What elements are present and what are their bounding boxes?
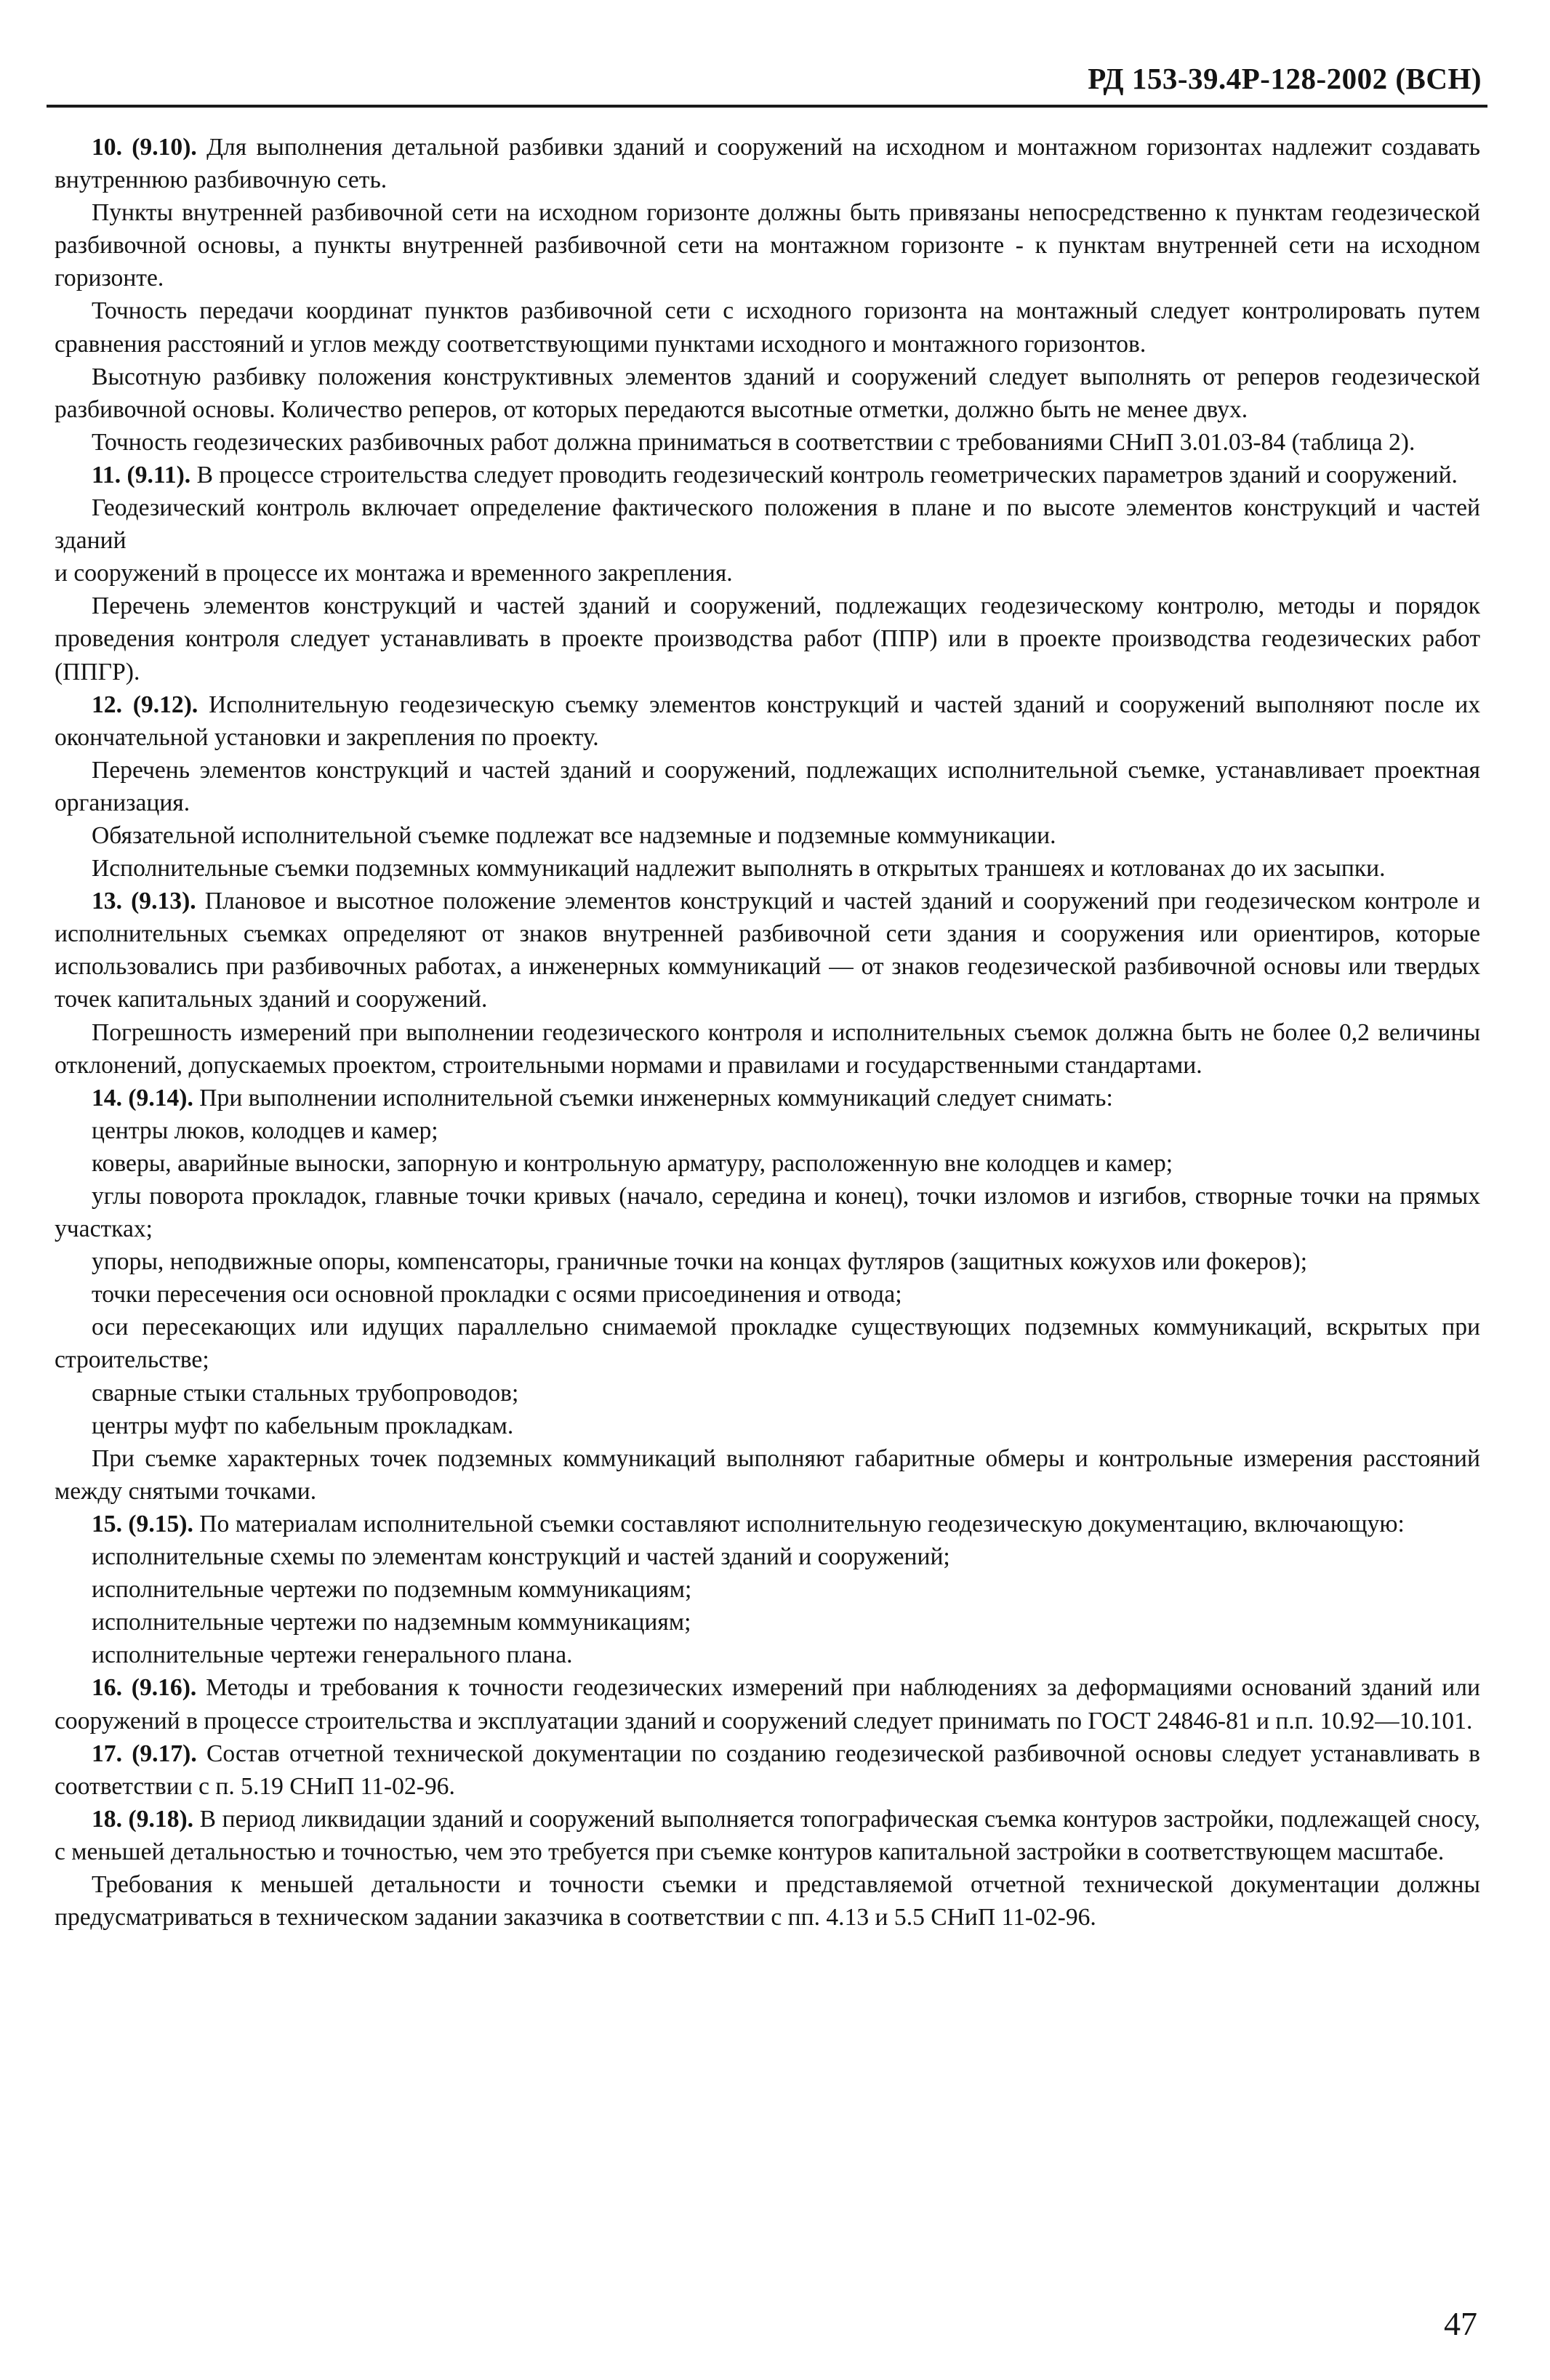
- paragraph: [55, 1245, 1480, 1278]
- paragraph-text: По материалам исполнительной съемки составляют исполнительную геодезическую документацию, включающую:: [193, 1510, 1405, 1537]
- paragraph: [55, 819, 1480, 852]
- numbered-clause: [55, 1082, 1480, 1114]
- page-header: [47, 58, 1487, 108]
- paragraph-text: исполнительные чертежи по подземным коммуникациям;: [92, 1576, 692, 1604]
- paragraph: [55, 196, 1480, 294]
- paragraph-text: В процессе строительства следует проводить геодезический контроль геометрических параметров зданий и сооружений.: [190, 461, 1458, 489]
- paragraph: [55, 1377, 1480, 1410]
- numbered-clause: [55, 131, 1480, 196]
- clause-number: 17. (9.17).: [92, 1740, 197, 1767]
- paragraph-text: и сооружений в процессе их монтажа и временного закрепления.: [55, 560, 733, 587]
- paragraph-text: сварные стыки стальных трубопроводов;: [92, 1379, 519, 1407]
- paragraph-text: Геодезический контроль включает определение фактического положения в плане и по высоте элементов конструкций и частей зданий: [55, 494, 1480, 555]
- paragraph-text: Исполнительную геодезическую съемку элементов конструкций и частей зданий и сооружений выполняют после их окончательной установки и закрепления по проекту.: [55, 691, 1481, 751]
- paragraph: [55, 491, 1480, 557]
- paragraph: [55, 1606, 1480, 1639]
- paragraph: [55, 852, 1480, 885]
- numbered-clause: [55, 1508, 1480, 1540]
- paragraph-text: исполнительные схемы по элементам конструкций и частей зданий и сооружений;: [92, 1543, 950, 1571]
- clause-number: 16. (9.16).: [92, 1674, 197, 1702]
- paragraph-text: Точность передачи координат пунктов разбивочной сети с исходного горизонта на монтажный следует контролировать путем сравнения расстояний и углов между соответствующими пунктами исходного и монтажного горизонтов.: [55, 297, 1480, 358]
- paragraph: [55, 1442, 1480, 1508]
- paragraph-text: углы поворота прокладок, главные точки кривых (начало, середина и конец), точки изломов и изгибов, створные точки на прямых участках;: [55, 1183, 1480, 1243]
- paragraph: [55, 1147, 1480, 1180]
- paragraph: [55, 426, 1480, 459]
- paragraph-text: Методы и требования к точности геодезических измерений при наблюдениях за деформациями оснований зданий или сооружений в процессе строительства и эксплуатации зданий и сооружений следует принимать по ГОСТ 24846-81 и п.п. 10.92—10.101.: [55, 1674, 1480, 1734]
- paragraph-text: Состав отчетной технической документации по созданию геодезической разбивочной основы следует устанавливать в соответствии с п. 5.19 СНиП 11-02-96.: [55, 1740, 1480, 1800]
- paragraph-text: Перечень элементов конструкций и частей зданий и сооружений, подлежащих геодезическому контролю, методы и порядок проведения контроля следует устанавливать в проекте производства работ (ППР) или в проекте производства геодезических работ (ППГР).: [55, 592, 1480, 686]
- clause-number: 12. (9.12).: [92, 691, 198, 718]
- paragraph: [55, 1868, 1480, 1934]
- paragraph: [55, 754, 1480, 819]
- paragraph: [55, 294, 1480, 360]
- paragraph-text: При выполнении исполнительной съемки инженерных коммуникаций следует снимать:: [193, 1084, 1113, 1111]
- paragraph: [55, 1180, 1480, 1245]
- clause-number: 14. (9.14).: [92, 1084, 193, 1111]
- numbered-clause: [55, 459, 1480, 491]
- paragraph: [55, 590, 1480, 688]
- numbered-clause: [55, 1803, 1480, 1868]
- paragraph: [55, 1410, 1480, 1442]
- paragraph-text: коверы, аварийные выноски, запорную и контрольную арматуру, расположенную вне колодцев и камер;: [92, 1149, 1173, 1177]
- paragraph-text: Исполнительные съемки подземных коммуникаций надлежит выполнять в открытых траншеях и котлованах до их засыпки.: [92, 855, 1386, 883]
- paragraph-text: Перечень элементов конструкций и частей зданий и сооружений, подлежащих исполнительной съемке, устанавливает проектная организация.: [55, 756, 1480, 816]
- paragraph: [55, 1016, 1480, 1082]
- paragraph: [55, 361, 1480, 426]
- paragraph: [55, 1278, 1480, 1311]
- paragraph-text: исполнительные чертежи генерального плана.: [92, 1641, 573, 1669]
- clause-number: 18. (9.18).: [92, 1805, 194, 1833]
- paragraph-text: центры люков, колодцев и камер;: [92, 1117, 438, 1144]
- numbered-clause: [55, 1737, 1480, 1803]
- paragraph: [55, 557, 1480, 590]
- numbered-clause: [55, 688, 1480, 754]
- paragraph: [55, 1540, 1480, 1573]
- paragraph: [55, 1639, 1480, 1671]
- numbered-clause: [55, 1671, 1480, 1737]
- paragraph-text: Обязательной исполнительной съемке подлежат все надземные и подземные коммуникации.: [92, 821, 1056, 849]
- document-body: [55, 131, 1480, 1934]
- paragraph-text: Погрешность измерений при выполнении геодезического контроля и исполнительных съемок должна быть не более 0,2 величины отклонений, допускаемых проектом, строительными нормами и правилами и государственными стандартами.: [55, 1018, 1480, 1079]
- page-number: 47: [1444, 2305, 1477, 2342]
- paragraph-text: Пункты внутренней разбивочной сети на исходном горизонте должны быть привязаны непосредственно к пунктам геодезической разбивочной основы, а пункты внутренней разбивочной сети на монтажном горизонте - к пунктам внутренней сети на исходном горизонте.: [55, 199, 1480, 292]
- paragraph-text: Плановое и высотное положение элементов конструкций и частей зданий и сооружений при геодезическом контроле и исполнительных съемках определяют от знаков внутренней разбивочной сети здания и сооружения или ориентиров, которые использовались при разбивочных работах, а инженерных коммуникаций — от знаков геодезической разбивочной основы или твердых точек капитальных зданий и сооружений.: [55, 888, 1481, 1013]
- paragraph-text: Требования к меньшей детальности и точности съемки и представляемой отчетной технической документации должны предусматриваться в техническом задании заказчика в соответствии с пп. 4.13 и 5.5 СНиП 11-02-96.: [55, 1870, 1480, 1931]
- paragraph-text: исполнительные чертежи по надземным коммуникациям;: [92, 1609, 691, 1636]
- numbered-clause: [55, 885, 1480, 1016]
- clause-number: 10. (9.10).: [92, 134, 197, 161]
- paragraph-text: В период ликвидации зданий и сооружений выполняется топографическая съемка контуров застройки, подлежащей сносу, с меньшей детальностью и точностью, чем это требуется при съемке контуров капитальной застройки в соответствующем масштабе.: [55, 1805, 1480, 1865]
- clause-number: 13. (9.13).: [92, 888, 196, 915]
- clause-number: 15. (9.15).: [92, 1510, 193, 1537]
- document-code: РД 153-39.4Р-128-2002 (ВСН): [1088, 62, 1482, 95]
- paragraph-text: центры муфт по кабельным прокладкам.: [92, 1412, 514, 1439]
- paragraph-text: Высотную разбивку положения конструктивных элементов зданий и сооружений следует выполнять от реперов геодезической разбивочной основы. Количество реперов, от которых передаются высотные отметки, должно быть не менее двух.: [55, 363, 1480, 423]
- paragraph: [55, 1114, 1480, 1147]
- paragraph: [55, 1573, 1480, 1606]
- paragraph: [55, 1311, 1480, 1376]
- paragraph-text: упоры, неподвижные опоры, компенсаторы, граничные точки на концах футляров (защитных кожухов или фокеров);: [92, 1248, 1308, 1276]
- paragraph-text: Для выполнения детальной разбивки зданий и сооружений на исходном и монтажном горизонтах надлежит создавать внутреннюю разбивочную сеть.: [55, 134, 1480, 194]
- paragraph-text: оси пересекающих или идущих параллельно снимаемой прокладке существующих подземных коммуникаций, вскрытых при строительстве;: [55, 1314, 1480, 1374]
- paragraph-text: Точность геодезических разбивочных работ должна приниматься в соответствии с требованиями СНиП 3.01.03-84 (таблица 2).: [92, 428, 1416, 456]
- paragraph-text: При съемке характерных точек подземных коммуникаций выполняют габаритные обмеры и контрольные измерения расстояний между снятыми точками.: [55, 1444, 1480, 1505]
- clause-number: 11. (9.11).: [92, 461, 191, 489]
- paragraph-text: точки пересечения оси основной прокладки с осями присоединения и отвода;: [92, 1281, 902, 1308]
